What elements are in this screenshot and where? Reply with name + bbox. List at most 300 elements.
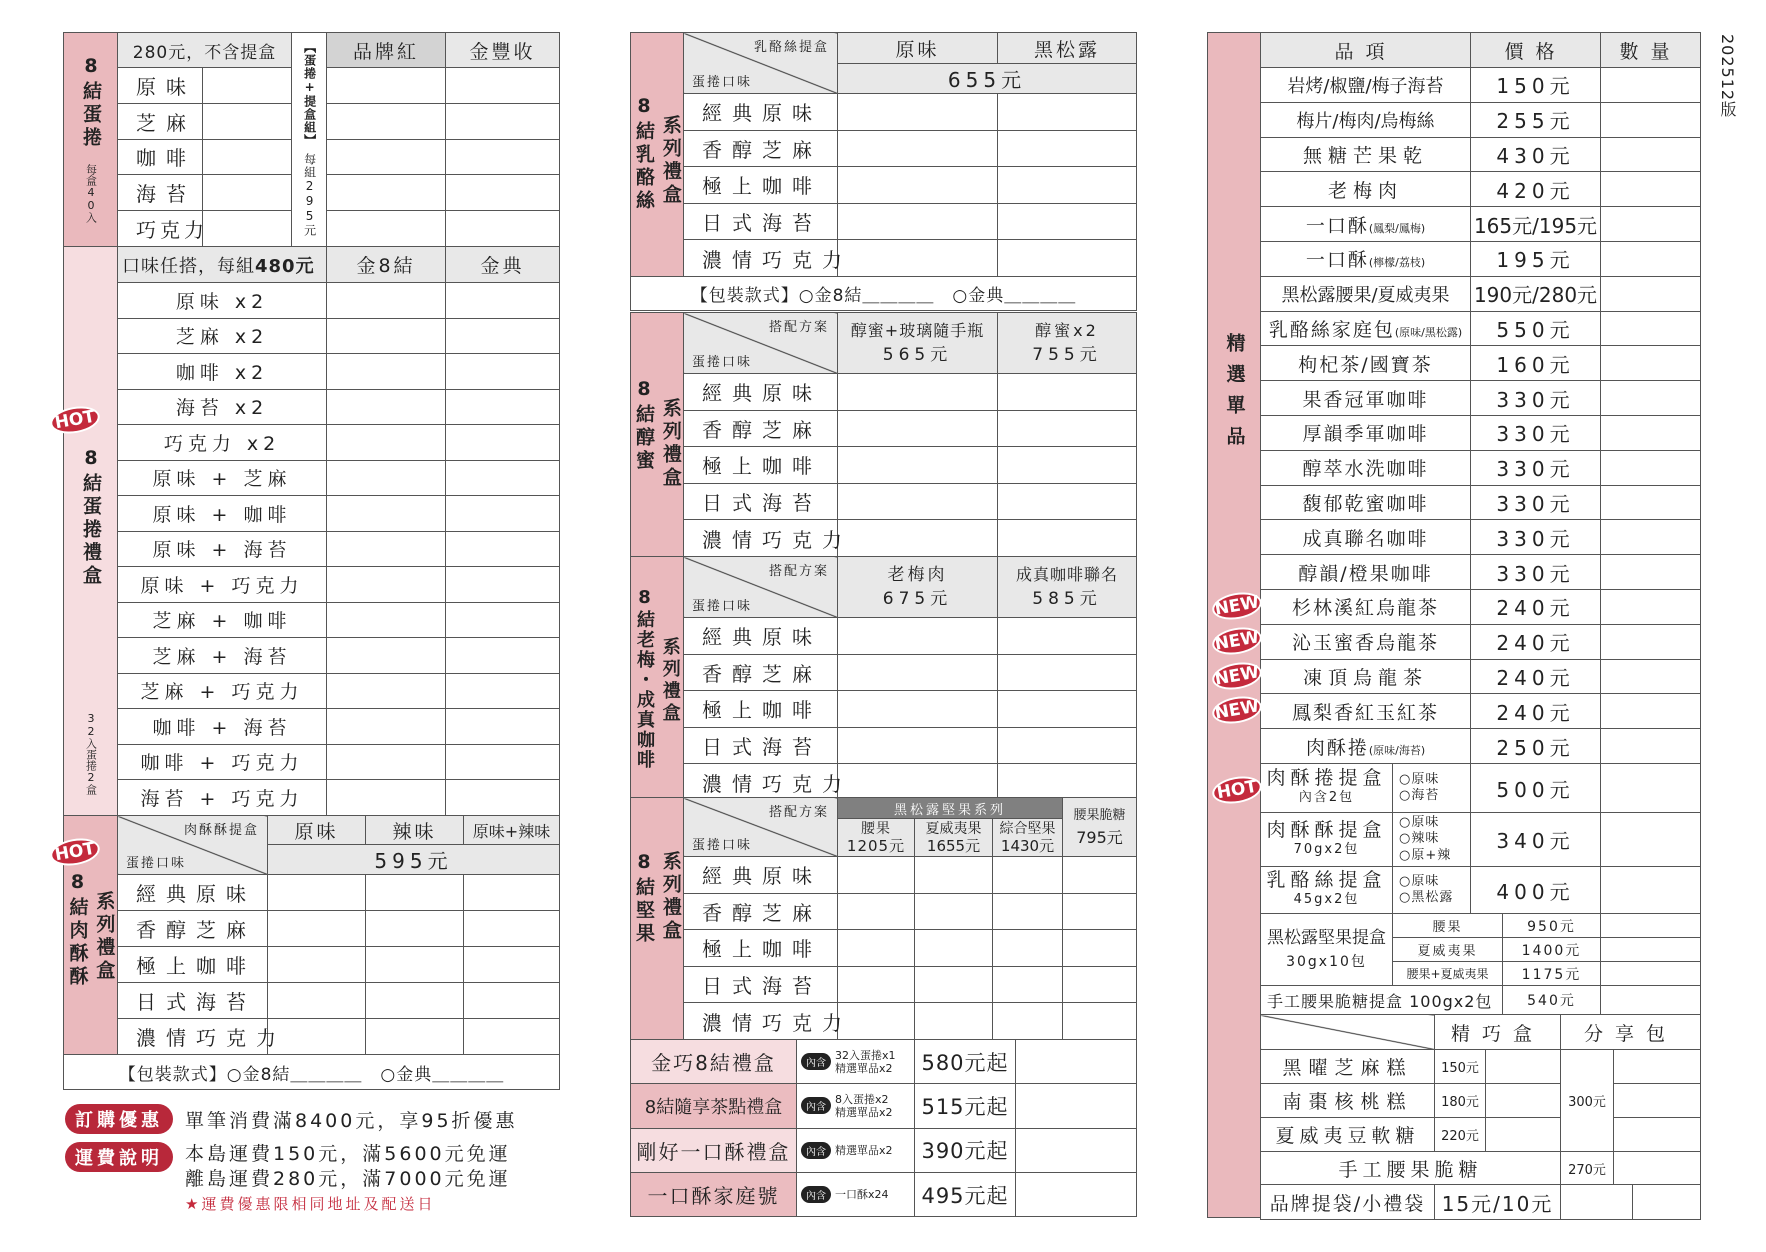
series-header: 黑松露堅果系列 (838, 798, 1063, 819)
qty-cell[interactable] (327, 709, 446, 745)
price: 550元 (1471, 311, 1601, 346)
side-subtitle: 系列禮盒 (659, 115, 682, 208)
option-label: 黑松露 (1411, 890, 1454, 905)
side-subtitle: 系列禮盒 (659, 850, 682, 943)
combo-label: 咖啡 + 巧克力 (118, 744, 327, 780)
qty-cell[interactable] (1063, 930, 1137, 967)
qty-cell[interactable] (838, 94, 998, 131)
table-row (64, 460, 560, 496)
option-radio[interactable]: ○辣味 (1399, 831, 1440, 847)
qty-cell[interactable] (268, 947, 366, 983)
qty-cell[interactable] (838, 930, 915, 967)
corner-bottom: 蛋捲口味 (126, 856, 187, 871)
qty-cell[interactable] (838, 483, 998, 520)
item-label: 岩烤/椒鹽/梅子海苔 (1287, 75, 1444, 97)
qty-cell[interactable] (327, 780, 446, 816)
price: 165元/195元 (1471, 207, 1601, 242)
qty-cell[interactable] (446, 283, 560, 319)
column-header: 金8結 (327, 247, 446, 283)
box-name: 黑松露堅果提盒 (1267, 927, 1386, 948)
qty-cell[interactable] (327, 602, 446, 638)
qty-cell[interactable] (1601, 813, 1701, 867)
qty-cell[interactable] (327, 567, 446, 603)
qty-cell[interactable] (1614, 1118, 1701, 1152)
flavor-label: 極上咖啡 (684, 447, 838, 484)
side-title: 8結肉酥酥 (66, 871, 89, 989)
qty-cell[interactable] (915, 893, 993, 930)
price: 1175元 (1503, 962, 1601, 986)
table-row (631, 410, 1137, 447)
qty-cell[interactable] (1601, 381, 1701, 416)
qty-cell[interactable] (446, 673, 560, 709)
corner-header (684, 798, 838, 857)
qty-cell[interactable] (327, 103, 446, 139)
qty-cell[interactable] (1601, 914, 1701, 938)
flavor-label: 日式海苔 (684, 966, 838, 1003)
qty-cell[interactable] (1063, 966, 1137, 1003)
flavor-label: 經典原味 (684, 857, 838, 894)
flavor-label: 香醇芝麻 (684, 654, 838, 691)
qty-cell[interactable] (366, 947, 464, 983)
flavor-label: 極上咖啡 (684, 167, 838, 204)
price: 330元 (1471, 520, 1601, 555)
item-name (1261, 311, 1471, 346)
combo-label: 原味 + 海苔 (118, 531, 327, 567)
qty-cell[interactable] (1016, 1128, 1137, 1172)
column-header (838, 557, 998, 618)
qty-cell[interactable] (1601, 346, 1701, 381)
qty-cell[interactable] (203, 175, 292, 211)
qty-cell[interactable] (327, 673, 446, 709)
flavor-label: 原味 (118, 68, 203, 104)
qty-cell[interactable] (998, 483, 1137, 520)
qty-cell[interactable] (838, 764, 998, 801)
shipping-main-island: 本島運費150元，滿5600元免運 (185, 1143, 511, 1165)
qty-cell[interactable] (446, 567, 560, 603)
item-name (1261, 764, 1393, 813)
version-label: 202512版 (1718, 34, 1737, 119)
qty-cell[interactable] (366, 875, 464, 911)
qty-cell[interactable] (1601, 450, 1701, 485)
section-label (631, 798, 684, 1040)
option-radio[interactable]: ○原+辣 (1399, 847, 1452, 863)
corner-bottom: 蛋捲口味 (692, 599, 753, 614)
table-row (631, 654, 1137, 691)
price: 430元 (1471, 137, 1601, 172)
option-label: 原味 (1411, 815, 1440, 831)
qty-cell[interactable] (998, 447, 1137, 484)
packaging-options[interactable]: 【包裝款式】○金8結＿＿＿＿ ○金典＿＿＿＿ (64, 1055, 560, 1090)
qty-cell[interactable] (838, 654, 998, 691)
item-name (1261, 813, 1393, 867)
qty-cell[interactable] (327, 354, 446, 390)
option-label: 原味 (1411, 771, 1440, 787)
hot-badge: HOT (48, 403, 102, 437)
qty-cell[interactable] (203, 139, 292, 175)
column-header: 分享包 (1561, 1015, 1701, 1050)
qty-cell[interactable] (203, 68, 292, 104)
qty-cell[interactable] (446, 638, 560, 674)
qty-cell[interactable] (327, 68, 446, 104)
qty-cell[interactable] (1601, 241, 1701, 276)
qty-cell[interactable] (915, 857, 993, 894)
combo-label: 原味 + 咖啡 (118, 496, 327, 532)
plan-price: 1430元 (1000, 836, 1055, 855)
qty-cell[interactable] (446, 211, 560, 247)
qty-cell[interactable] (838, 893, 915, 930)
item-label: 肉酥捲 (1305, 736, 1369, 759)
table-row (64, 673, 560, 709)
set-label (292, 33, 327, 247)
item-name (1261, 207, 1471, 242)
content-item: 精選單品x2 (835, 1105, 893, 1119)
qty-cell[interactable] (1601, 276, 1701, 311)
qty-cell[interactable] (446, 318, 560, 354)
qty-cell[interactable] (838, 447, 998, 484)
qty-cell[interactable] (268, 983, 366, 1019)
qty-cell[interactable] (998, 520, 1137, 557)
flavor-label: 濃情巧克力 (684, 764, 838, 801)
flavor-label: 日式海苔 (684, 203, 838, 240)
qty-cell[interactable] (464, 875, 560, 911)
flavor-label: 日式海苔 (684, 483, 838, 520)
qty-cell[interactable] (327, 460, 446, 496)
qty-cell[interactable] (327, 283, 446, 319)
corner-bottom: 蛋捲口味 (692, 75, 753, 90)
qty-cell[interactable] (1486, 1118, 1561, 1152)
qty-cell[interactable] (1601, 694, 1701, 729)
qty-cell[interactable] (446, 460, 560, 496)
qty-cell[interactable] (838, 520, 998, 557)
qty-cell[interactable] (915, 930, 993, 967)
flavor-label: 日式海苔 (118, 983, 268, 1019)
combo-label: 巧克力 x2 (118, 425, 327, 461)
item-name (1261, 172, 1471, 207)
item-name (1261, 102, 1471, 137)
qty-cell[interactable] (1601, 938, 1701, 962)
item-name (1261, 415, 1471, 450)
plan-name: 醇蜜+玻璃隨手瓶 (850, 321, 985, 340)
corner-top: 乳酪絲提盒 (753, 40, 829, 55)
column-header: 原味+辣味 (464, 816, 560, 845)
qty-cell[interactable] (998, 727, 1137, 764)
price: 150元 (1471, 68, 1601, 103)
includes-tag: 內含 (801, 1142, 831, 1159)
table-row (64, 567, 560, 603)
qty-cell[interactable] (998, 94, 1137, 131)
column-header (993, 819, 1063, 857)
side-note: 每盒40入 (84, 164, 98, 224)
corner-header (684, 557, 838, 618)
item-sub: (原味/海苔) (1368, 743, 1426, 757)
qty-cell[interactable] (1063, 857, 1137, 894)
qty-cell[interactable] (993, 930, 1063, 967)
options (1393, 813, 1471, 867)
qty-cell[interactable] (1601, 589, 1701, 624)
price-header: 280元，不含提盒 (118, 33, 292, 68)
price: 330元 (1471, 381, 1601, 416)
qty-cell[interactable] (1486, 1050, 1561, 1084)
item-name (1261, 555, 1471, 590)
qty-cell[interactable] (446, 602, 560, 638)
option-radio[interactable]: ○原味 (1399, 815, 1440, 831)
price: 160元 (1471, 346, 1601, 381)
side-title: 8結醇蜜 (633, 378, 655, 474)
qty-cell[interactable] (268, 875, 366, 911)
qty-cell[interactable] (327, 175, 446, 211)
qty-cell[interactable] (838, 130, 998, 167)
qty-cell[interactable] (915, 966, 993, 1003)
item-name (1261, 137, 1471, 172)
qty-cell[interactable] (993, 966, 1063, 1003)
table-row (64, 638, 560, 674)
qty-cell[interactable] (993, 1003, 1063, 1040)
combo-label: 原味 + 巧克力 (118, 567, 327, 603)
price: 500元 (1471, 764, 1601, 813)
plan-price: 1205元 (846, 836, 906, 855)
qty-cell[interactable] (446, 139, 560, 175)
flavor-label: 香醇芝麻 (684, 130, 838, 167)
side-subtitle: 系列禮盒 (659, 636, 681, 725)
qty-cell[interactable] (838, 857, 915, 894)
corner-top: 搭配方案 (768, 320, 829, 335)
qty-cell[interactable] (838, 374, 998, 411)
side-subtitle: 系列禮盒 (659, 398, 682, 491)
table-row (64, 744, 560, 780)
qty-cell[interactable] (998, 654, 1137, 691)
table-row (64, 780, 560, 816)
item-label: 乳酪絲家庭包 (1268, 318, 1395, 341)
qty-cell[interactable] (327, 638, 446, 674)
qty-cell[interactable] (1016, 1040, 1137, 1084)
sweets-table (1260, 1014, 1701, 1220)
side-title: 8結老梅・成真咖啡 (634, 586, 655, 770)
plan-price: 1655元 (926, 836, 981, 855)
flavor-label: 香醇芝麻 (684, 410, 838, 447)
qty-cell[interactable] (1633, 1185, 1701, 1220)
column-header: 品牌紅 (327, 33, 446, 68)
set-title: 【蛋捲+提盒組】 (302, 41, 317, 148)
qty-cell[interactable] (1601, 137, 1701, 172)
item-name (1261, 694, 1471, 729)
qty-cell[interactable] (1601, 207, 1701, 242)
qty-cell[interactable] (1614, 1152, 1701, 1185)
qty-cell[interactable] (327, 318, 446, 354)
table-row (64, 283, 560, 319)
qty-cell[interactable] (998, 374, 1137, 411)
qty-cell[interactable] (446, 425, 560, 461)
qty-cell[interactable] (998, 691, 1137, 728)
qty-cell[interactable] (1601, 986, 1701, 1015)
table-row (631, 618, 1137, 655)
option-radio[interactable]: ○原味 (1399, 873, 1440, 889)
qty-cell[interactable] (1486, 1084, 1561, 1118)
qty-cell[interactable] (1601, 520, 1701, 555)
qty-cell[interactable] (1016, 1172, 1137, 1216)
qty-cell[interactable] (838, 966, 915, 1003)
qty-cell[interactable] (915, 1003, 993, 1040)
qty-cell[interactable] (838, 167, 998, 204)
qty-cell[interactable] (838, 618, 998, 655)
qty-cell[interactable] (838, 691, 998, 728)
corner-bottom: 蛋捲口味 (692, 838, 753, 853)
header-text: 口味任搭，每組 (122, 255, 255, 277)
gift-contents (797, 1040, 915, 1084)
qty-cell[interactable] (1601, 962, 1701, 986)
item-label: 杉林溪紅烏龍茶 (1291, 597, 1439, 620)
qty-cell[interactable] (998, 764, 1137, 801)
table-row (1261, 450, 1701, 485)
qty-cell[interactable] (1601, 68, 1701, 103)
option-label: 腰果 (1393, 914, 1503, 938)
item-label: 一口酥 (1305, 214, 1369, 237)
table-row (64, 602, 560, 638)
item-name: 南棗核桃糕 (1261, 1084, 1435, 1118)
qty-cell[interactable] (464, 911, 560, 947)
header-price: 480元 (255, 255, 315, 277)
qty-cell[interactable] (446, 175, 560, 211)
column-header (998, 313, 1137, 374)
content-item: 精選單品x2 (835, 1143, 893, 1157)
qty-cell[interactable] (1601, 102, 1701, 137)
pork-floss-giftbox-table (63, 815, 560, 1090)
side-title: 8結堅果 (633, 850, 655, 946)
qty-cell[interactable] (446, 780, 560, 816)
qty-cell[interactable] (327, 496, 446, 532)
qty-cell[interactable] (446, 709, 560, 745)
qty-cell[interactable] (838, 727, 998, 764)
qty-cell[interactable] (1614, 1050, 1701, 1084)
qty-cell[interactable] (446, 103, 560, 139)
flavor-label: 日式海苔 (684, 727, 838, 764)
qty-cell[interactable] (327, 425, 446, 461)
qty-cell[interactable] (464, 947, 560, 983)
qty-cell[interactable] (998, 167, 1137, 204)
combo-label: 咖啡 + 海苔 (118, 709, 327, 745)
combo-label: 原味 + 芝麻 (118, 460, 327, 496)
qty-cell[interactable] (1614, 1084, 1701, 1118)
qty-cell[interactable] (1063, 1003, 1137, 1040)
option-label: 辣味 (1411, 831, 1440, 847)
qty-cell[interactable] (446, 354, 560, 390)
box-name: 肉酥捲提盒 (1266, 767, 1387, 789)
section-label (631, 557, 684, 801)
option-radio[interactable]: ○原味 (1399, 771, 1440, 787)
price: 400元 (1471, 867, 1601, 914)
qty-cell[interactable] (993, 857, 1063, 894)
price: 1400元 (1503, 938, 1601, 962)
qty-cell[interactable] (1601, 729, 1701, 764)
table-row (1261, 867, 1701, 914)
side-note: 32入蛋捲2盒 (84, 712, 98, 795)
combo-label: 芝麻 x2 (118, 318, 327, 354)
qty-cell[interactable] (446, 68, 560, 104)
price: 240元 (1471, 624, 1601, 659)
qty-cell[interactable] (998, 203, 1137, 240)
flavor-label: 海苔 (118, 175, 203, 211)
qty-cell[interactable] (268, 911, 366, 947)
section-label (64, 33, 118, 247)
qty-cell[interactable] (203, 211, 292, 247)
qty-cell[interactable] (1063, 893, 1137, 930)
qty-cell[interactable] (1601, 311, 1701, 346)
option-label: 原味 (1411, 873, 1440, 889)
qty-cell[interactable] (446, 496, 560, 532)
table-row (1261, 68, 1701, 103)
qty-cell[interactable] (464, 983, 560, 1019)
column-header: 黑松露 (998, 33, 1137, 64)
table-row (1261, 346, 1701, 381)
qty-cell[interactable] (327, 744, 446, 780)
table-row (631, 1003, 1137, 1040)
qty-cell[interactable] (1601, 415, 1701, 450)
option-radio[interactable]: ○海苔 (1399, 788, 1440, 803)
qty-cell[interactable] (1601, 764, 1701, 813)
qty-cell[interactable] (366, 1019, 464, 1055)
qty-cell[interactable] (464, 1019, 560, 1055)
table-row (1261, 624, 1701, 659)
item-name (1261, 729, 1471, 764)
qty-cell[interactable] (1601, 624, 1701, 659)
content-item: 32入蛋捲x1 (835, 1048, 896, 1062)
qty-cell[interactable] (838, 203, 998, 240)
packaging-options[interactable]: 【包裝款式】○金8結＿＿＿＿ ○金典＿＿＿＿ (631, 276, 1137, 310)
flavor-label: 經典原味 (684, 94, 838, 131)
qty-cell[interactable] (1601, 485, 1701, 520)
table-row (1261, 694, 1701, 729)
qty-cell[interactable] (998, 410, 1137, 447)
option-label: 原+辣 (1411, 847, 1452, 863)
qty-cell[interactable] (446, 389, 560, 425)
table-row (64, 389, 560, 425)
qty-cell[interactable] (1601, 659, 1701, 694)
qty-cell[interactable] (998, 618, 1137, 655)
shipping-outer-island: 離島運費280元，滿7000元免運 (185, 1168, 511, 1190)
qty-cell[interactable] (327, 531, 446, 567)
qty-cell[interactable] (838, 240, 998, 277)
qty-cell[interactable] (1601, 172, 1701, 207)
side-title: 8結乳酪絲 (633, 95, 655, 214)
item-label: 無糖芒果乾 (1302, 144, 1428, 167)
qty-cell[interactable] (327, 389, 446, 425)
option-radio[interactable]: ○黑松露 (1399, 890, 1454, 905)
gift-set-table (630, 1039, 1137, 1217)
qty-cell[interactable] (203, 103, 292, 139)
qty-cell[interactable] (366, 911, 464, 947)
qty-cell[interactable] (327, 211, 446, 247)
qty-cell[interactable] (998, 240, 1137, 277)
egg-roll-table (63, 32, 560, 247)
qty-cell[interactable] (1601, 867, 1701, 914)
qty-cell[interactable] (838, 410, 998, 447)
table-row (631, 1128, 1137, 1172)
qty-cell[interactable] (366, 983, 464, 1019)
item-label: 一口酥 (1305, 249, 1369, 272)
qty-cell[interactable] (998, 130, 1137, 167)
qty-cell[interactable] (327, 139, 446, 175)
option-label: 海苔 (1411, 788, 1440, 803)
price: 655元 (838, 64, 1137, 94)
qty-cell[interactable] (993, 893, 1063, 930)
qty-cell[interactable] (446, 531, 560, 567)
qty-cell[interactable] (1601, 555, 1701, 590)
qty-cell[interactable] (1016, 1084, 1137, 1128)
qty-cell[interactable] (1561, 1185, 1633, 1220)
cheese-giftbox-table (630, 32, 1137, 311)
qty-cell[interactable] (446, 744, 560, 780)
table-row (1261, 659, 1701, 694)
item-label: 醇韻/橙果咖啡 (1298, 562, 1433, 585)
